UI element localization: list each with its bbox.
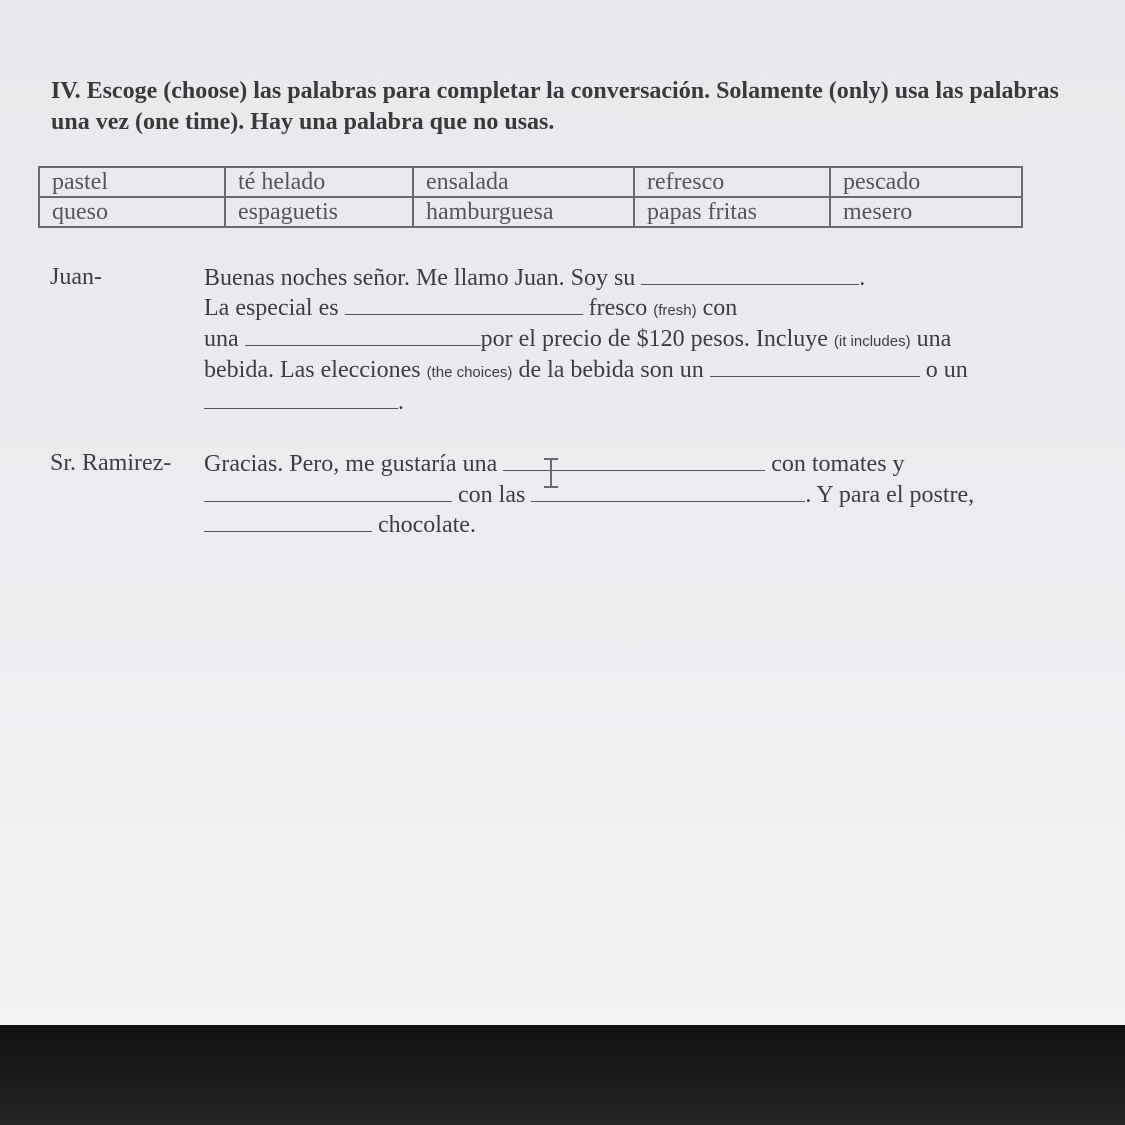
word-cell: papas fritas bbox=[634, 197, 830, 227]
juan-line-2 bbox=[204, 294, 737, 322]
answer-blank[interactable] bbox=[204, 511, 372, 532]
juan-line-1 bbox=[204, 264, 865, 292]
note-text: (the choices) bbox=[426, 364, 513, 381]
ramirez-line-2 bbox=[204, 481, 974, 509]
word-cell: pescado bbox=[830, 167, 1022, 197]
word-cell: refresco bbox=[634, 167, 830, 197]
juan-line-4 bbox=[204, 356, 968, 384]
answer-blank[interactable] bbox=[204, 388, 398, 409]
word-cell: pastel bbox=[39, 167, 225, 197]
answer-blank[interactable] bbox=[710, 356, 920, 377]
juan-text: La especial es bbox=[204, 295, 339, 321]
juan-text: una bbox=[204, 326, 239, 352]
table-row bbox=[39, 167, 1022, 197]
answer-blank[interactable] bbox=[641, 264, 859, 285]
juan-text: Buenas noches señor. Me llamo Juan. Soy su bbox=[204, 265, 636, 291]
answer-blank[interactable] bbox=[204, 481, 452, 502]
juan-text: por el precio de $120 pesos. Incluye bbox=[480, 326, 828, 352]
word-bank-table bbox=[38, 166, 1023, 228]
juan-text: o un bbox=[925, 357, 968, 383]
juan-text: de la bebida son un bbox=[518, 357, 704, 383]
instructions-heading: IV. Escoge (choose) las palabras para completar la conversación. Solamente (only) usa las palabras una vez (one time). Hay una palabra que no usas. bbox=[51, 78, 1059, 135]
note-text: (fresh) bbox=[653, 302, 697, 319]
juan-text: . bbox=[859, 265, 866, 291]
word-cell: queso bbox=[39, 197, 225, 227]
ramirez-text: con tomates y bbox=[771, 451, 905, 477]
juan-text: con bbox=[702, 295, 738, 321]
ramirez-text: Gracias. Pero, me gustaría una bbox=[204, 451, 498, 477]
juan-text: fresco bbox=[588, 295, 648, 321]
word-cell: té helado bbox=[225, 167, 413, 197]
table-row bbox=[39, 197, 1022, 227]
juan-line-3 bbox=[204, 325, 951, 353]
word-cell: ensalada bbox=[413, 167, 634, 197]
answer-blank[interactable] bbox=[345, 294, 583, 315]
ramirez-text: chocolate. bbox=[378, 512, 476, 538]
ramirez-text: con las bbox=[458, 482, 526, 508]
note-text: (it includes) bbox=[833, 333, 911, 350]
answer-blank[interactable] bbox=[503, 450, 765, 471]
word-cell: hamburguesa bbox=[413, 197, 634, 227]
answer-blank[interactable] bbox=[531, 481, 805, 502]
juan-line-5 bbox=[204, 388, 404, 416]
speaker-ramirez: Sr. Ramirez- bbox=[50, 450, 172, 476]
word-cell: mesero bbox=[830, 197, 1022, 227]
juan-text: bebida. Las elecciones bbox=[204, 357, 421, 383]
juan-text: . bbox=[398, 389, 404, 415]
ramirez-text: . Y para el postre, bbox=[805, 482, 975, 508]
juan-text: una bbox=[916, 326, 952, 352]
word-cell: espaguetis bbox=[225, 197, 413, 227]
text-cursor-icon bbox=[544, 456, 558, 490]
answer-blank[interactable] bbox=[245, 325, 481, 346]
speaker-juan: Juan- bbox=[50, 264, 102, 290]
monitor-bezel bbox=[0, 1025, 1125, 1125]
ramirez-line-3 bbox=[204, 511, 476, 539]
